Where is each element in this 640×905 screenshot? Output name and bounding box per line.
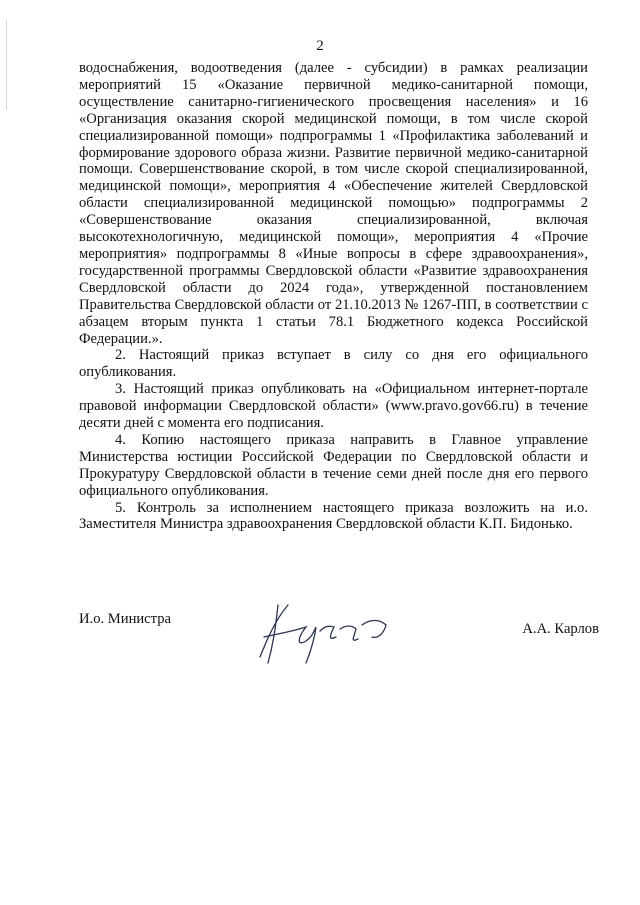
handwritten-signature	[254, 597, 394, 671]
document-body	[79, 60, 588, 533]
page-number: 2	[316, 38, 324, 54]
signer-name: А.А. Карлов	[522, 621, 599, 637]
paragraph-item-2: 2. Настоящий приказ вступает в силу со дня его официального опубликования.	[79, 347, 588, 381]
signature-block	[79, 611, 599, 691]
paragraph-item-5: 5. Контроль за исполнением настоящего приказа возложить на и.о. Заместителя Министра здравоохранения Свердловской области К.П. Бидонько.	[79, 499, 588, 533]
margin-line	[6, 20, 7, 110]
paragraph-continuation: водоснабжения, водоотведения (далее - субсидии) в рамках реализации мероприятий 15 «Оказание первичной медико-санитарной помощи, осуществление санитарно-гигиенического просвещения населения» и 16 «Организация оказания скорой медицинской помощи, в том числе скорой специализированной помощи» подпрограммы 1 «Профилактика заболеваний и формирование здорового образа жизни. Развитие первичной медико-санитарной помощи. Совершенствование скорой, в том числе скорой специализированной, медицинской помощи», мероприятия 4 «Обеспечение жителей Свердловской области специализированной медицинской помощью» подпрограммы 2 «Совершенствование оказания специализированной, включая высокотехнологичную, медицинской помощи», мероприятия 4 «Прочие мероприятия» подпрограммы 8 «Иные вопросы в сфере здравоохранения», государственной программы Свердловской области «Развитие здравоохранения Свердловской области до 2024 года», утвержденной постановлением Правительства Свердловской области от 21.10.2013 № 1267-ПП, в соответствии с абзацем вторым пункта 1 статьи 78.1 Бюджетного кодекса Российской Федерации.».	[79, 60, 588, 347]
paragraph-item-4: 4. Копию настоящего приказа направить в Главное управление Министерства юстиции Российской Федерации по Свердловской области и Прокуратуру Свердловской области в течение семи дней после дня его первого официального опубликования.	[79, 431, 588, 499]
signer-position: И.о. Министра	[79, 611, 171, 627]
paragraph-item-3: 3. Настоящий приказ опубликовать на «Официальном интернет-портале правовой информации Свердловской области» (www.pravo.gov66.ru) в течение десяти дней с момента его подписания.	[79, 381, 588, 432]
